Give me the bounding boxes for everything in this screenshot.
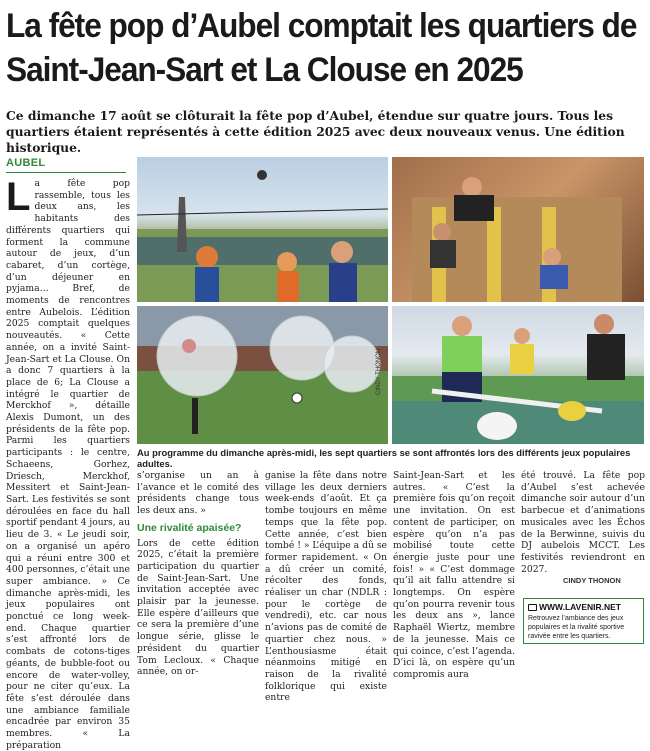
body-column-5 xyxy=(521,470,645,575)
web-promo-text: Retrouvez l’ambiance des jeux populaires et la rivalité sportive ravivée entre les quartiers. xyxy=(528,615,625,640)
photo-bubble-foot-illustration xyxy=(137,306,388,444)
photo-obstacle-game xyxy=(392,157,644,302)
photo-giant-cotton-buds-illustration xyxy=(392,306,644,444)
web-promo-heading[interactable] xyxy=(528,602,621,612)
body-text-2b: Lors de cette édition 2025, c’était la première participation du quartier de Saint-Jean-Sart. Une invitation acceptée avec plaisir par la jeunesse. Elle espère d’ailleurs que ce sera la première d’une longue série, glisse le président du quartier Tom Lecloux. « Chaque année, on or- xyxy=(137,537,259,678)
body-text-2a: s’organise un an à l’avance et le comité des présidents change tous les deux ans. » xyxy=(137,470,259,517)
photo-water-volley xyxy=(137,157,388,302)
body-text-1: a fête pop rassemble, tous les deux ans, les habitants des différents quartiers qui forment la commune autour de jeux, d’un cabaret, d’un cortège, d’un déjeuner en pyjama… Bref, de moments de rencontres entre Aubelois. L’édition 2025 comptait quelques nouveautés. « Cette année, on a invité Saint-Jean-Sart et La Clouse. On a donc 7 quartiers à la place de 6; La Clouse a intégré le quartier de Merckhof », détaille Alexis Dumont, un des présidents de la fête pop. Parmi les quartiers participants : le centre, Schaeens, Gorhez, Driesch, Merckhof, Messitert et Saint-Jean-Sart. Les festivités se sont déroulées en face du hall sportif pendant 4 jours, au lieu de 3. « Le jeudi soir, on a organisé un apéro qui a réuni entre 300 et 400 personnes, c’était une super ambiance. » Ce dimanche après-midi, les jeux populaires ont ponctué ce long week-end. Chaque quartier s’est affronté lors de combats de cotons-tiges géants, de bubble-foot ou encore de water-volley, pour ne citer qu’eux. La fête s’est déroulée dans une ambiance familiale encadrée par environ 35 membres. « La préparation xyxy=(6,178,130,751)
web-promo-box[interactable] xyxy=(523,598,644,644)
photo-water-volley-illustration xyxy=(137,157,388,302)
subheading: Une rivalité apaisée? xyxy=(137,521,242,534)
body-text-4: Saint-Jean-Sart et les autres. « C’est la première fois qu’on reçoit une invitation. On est content de participer, on espère qu’on n’a pas mobilisé toute cette énergie juste pour une fois! » « C’est dommage qu’il ait fallu attendre si longtemps. On espère qu’on pourra revenir tous les deux ans », lance Raphaël Wiertz, membre de la jeunesse. Mais ce qui coince, c’est l’agenda. D’ici là, on espère qu’un compromis aura xyxy=(393,470,515,680)
body-text-5: été trouvé. La fête pop d’Aubel s’est achevée dimanche soir autour d’un barbecue et d’animations musicales avec les Échos de la Berwinne, suivis du DJ aubelois MCCT. Les festivités reviendront en 2027. xyxy=(521,470,645,575)
section-label: AUBEL xyxy=(6,157,46,169)
photo-credit: CINDY THONON xyxy=(376,348,382,395)
drop-cap: L xyxy=(6,175,31,219)
body-column-3 xyxy=(265,470,387,704)
body-column-4 xyxy=(393,470,515,681)
article-lead: Ce dimanche 17 août se clôturait la fête pop d’Aubel, étendue sur quatre jours. Tous les quartiers étaient représentés à cette édition 2025 avec deux nouveaux venus. Une édition historique. xyxy=(6,108,625,155)
photo-bubble-foot xyxy=(137,306,388,444)
photo-obstacle-game-illustration xyxy=(392,157,644,302)
photo-giant-cotton-buds xyxy=(392,306,644,444)
web-link[interactable]: WWW.LAVENIR.NET xyxy=(539,602,621,612)
article-headline: La fête pop d’Aubel comptait les quartiers de Saint-Jean-Sart et La Clouse en 2025 xyxy=(6,7,637,89)
photo-caption: Au programme du dimanche après-midi, les sept quartiers se sont affrontés lors des différents jeux populaires adultes. xyxy=(137,447,631,469)
body-text-3: ganise la fête dans notre village les deux derniers week-ends d’août. Et ça tombe toujours en même temps que la fête pop. Cette année, c’est bien tombé ! » L’équipe a dû se former rapidement. « On a dû créer un comité, récolter des fonds, réaliser un char (NDLR : pour le cortège de vendredi), etc. car nous n’avions pas de comité de quartier chez nous. » L’enthousiasme était néanmoins mitigé en raison de la rivalité folklorique qui existe entre xyxy=(265,470,387,704)
body-column-1 xyxy=(6,175,130,751)
screen-icon xyxy=(528,604,537,611)
section-rule xyxy=(6,172,126,173)
byline: CINDY THONON xyxy=(563,576,621,585)
body-column-2 xyxy=(137,470,259,678)
